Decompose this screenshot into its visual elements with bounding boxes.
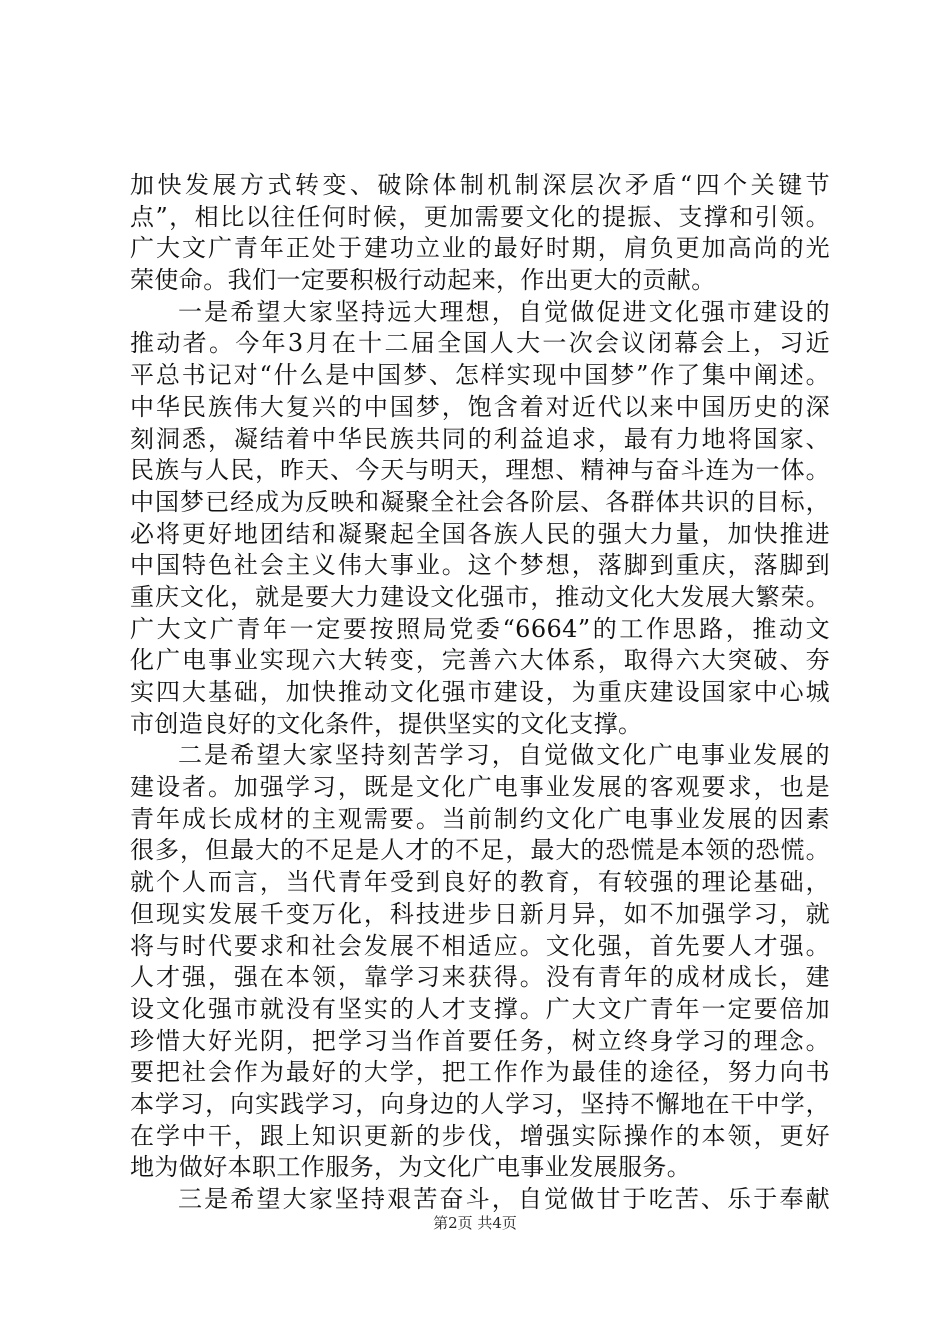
text-line: 建设者。加强学习，既是文化广电事业发展的客观要求，也是 xyxy=(130,773,830,802)
paragraph-start-line: 三是希望大家坚持艰苦奋斗，自觉做甘于吃苦、乐于奉献 xyxy=(178,1185,830,1213)
text-line: 市创造良好的文化条件，提供坚实的文化支撑。 xyxy=(130,709,643,738)
text-line: 推动者。今年3月在十二届全国人大一次会议闭幕会上，习近 xyxy=(130,329,830,358)
text-line: 民族与人民，昨天、今天与明天，理想、精神与奋斗连为一体。 xyxy=(130,456,830,485)
text-line: 就个人而言，当代青年受到良好的教育，有较强的理论基础， xyxy=(130,868,830,897)
text-line: 重庆文化，就是要大力建设文化强市，推动文化大发展大繁荣。 xyxy=(130,582,830,611)
text-line: 荣使命。我们一定要积极行动起来，作出更大的贡献。 xyxy=(130,266,716,295)
page-number: 第2页 共4页 xyxy=(433,1214,517,1232)
text-line: 点”，相比以往任何时候，更加需要文化的提振、支撑和引领。 xyxy=(130,202,830,231)
text-line: 必将更好地团结和凝聚起全国各族人民的强大力量，加快推进 xyxy=(130,519,830,548)
body-text xyxy=(130,170,830,1216)
text-line: 实四大基础，加快推动文化强市建设，为重庆建设国家中心城 xyxy=(130,678,830,706)
page-footer xyxy=(0,1213,950,1233)
text-line: 中国梦已经成为反映和凝聚全社会各阶层、各群体共识的目标， xyxy=(130,487,830,516)
text-line: 本学习，向实践学习，向身边的人学习，坚持不懈地在干中学， xyxy=(130,1089,830,1118)
text-line: 很多，但最大的不足是人才的不足，最大的恐慌是本领的恐慌。 xyxy=(130,836,830,865)
text-line: 广大文广青年一定要按照局党委“6664”的工作思路，推动文 xyxy=(130,614,830,643)
text-line: 但现实发展千变万化，科技进步日新月异，如不加强学习，就 xyxy=(130,899,830,928)
text-line: 中华民族伟大复兴的中国梦，饱含着对近代以来中国历史的深 xyxy=(130,392,830,421)
text-line: 珍惜大好光阴，把学习当作首要任务，树立终身学习的理念。 xyxy=(130,1026,830,1055)
text-line: 中国特色社会主义伟大事业。这个梦想，落脚到重庆，落脚到 xyxy=(130,551,830,580)
text-line: 设文化强市就没有坚实的人才支撑。广大文广青年一定要倍加 xyxy=(130,994,830,1023)
text-line: 刻洞悉，凝结着中华民族共同的利益追求，最有力地将国家、 xyxy=(130,424,830,453)
text-line: 广大文广青年正处于建功立业的最好时期，肩负更加高尚的光 xyxy=(130,234,830,263)
text-line: 要把社会作为最好的大学，把工作作为最佳的途径，努力向书 xyxy=(130,1058,830,1087)
text-line: 地为做好本职工作服务，为文化广电事业发展服务。 xyxy=(130,1153,692,1182)
text-line: 化广电事业实现六大转变，完善六大体系，取得六大突破、夯 xyxy=(130,646,830,675)
text-line: 人才强，强在本领，靠学习来获得。没有青年的成材成长，建 xyxy=(130,963,830,992)
text-line: 加快发展方式转变、破除体制机制深层次矛盾“四个关键节 xyxy=(130,171,830,199)
text-line: 在学中干，跟上知识更新的步伐，增强实际操作的本领，更好 xyxy=(130,1121,830,1150)
paragraph-start-line: 二是希望大家坚持刻苦学习，自觉做文化广电事业发展的 xyxy=(178,741,830,770)
paragraph-start-line: 一是希望大家坚持远大理想，自觉做促进文化强市建设的 xyxy=(178,297,830,326)
text-line: 将与时代要求和社会发展不相适应。文化强，首先要人才强。 xyxy=(130,931,830,960)
text-line: 青年成长成材的主观需要。当前制约文化广电事业发展的因素 xyxy=(130,804,830,833)
text-line: 平总书记对“什么是中国梦、怎样实现中国梦”作了集中阐述。 xyxy=(130,361,830,390)
